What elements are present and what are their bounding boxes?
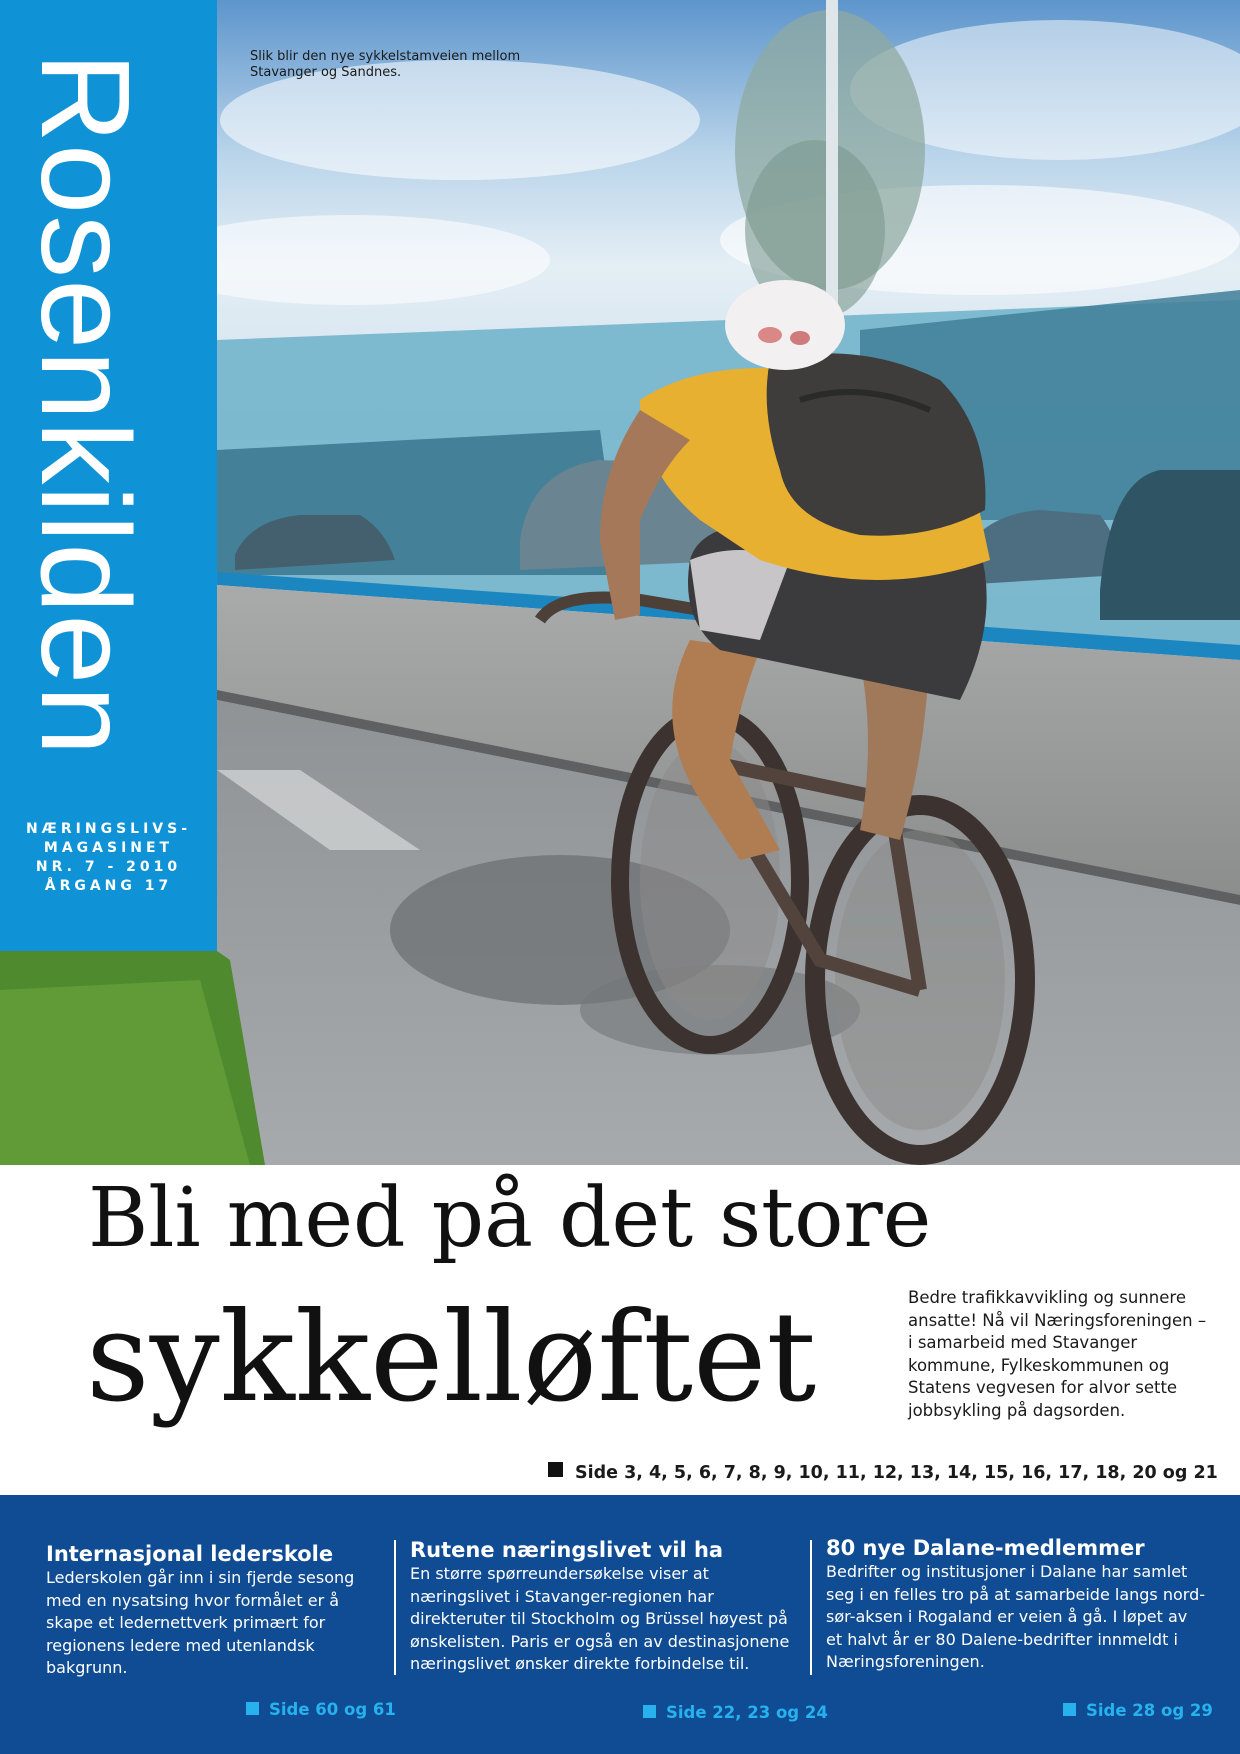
teaser-rutene [410, 1537, 810, 1676]
teaser-body: Lederskolen går inn i sin fjerde sesong med en nysatsing hvor formålet er å skape et ledernettverk primært for regionens ledere med utenlandsk bakgrunn. [46, 1568, 355, 1677]
teaser-lederskole [46, 1541, 376, 1680]
teaser-pages: Side 60 og 61 [269, 1700, 396, 1719]
teaser-title: Internasjonal lederskole [46, 1542, 334, 1566]
masthead [0, 0, 217, 951]
cover-caption: Slik blir den nye sykkelstamveien mellom Stavanger og Sandnes. [250, 49, 521, 80]
magazine-logo: Rosenkilden [15, 52, 156, 757]
issue-info [0, 820, 217, 896]
square-bullet-icon [1063, 1703, 1076, 1716]
main-story-pages: Side 3, 4, 5, 6, 7, 8, 9, 10, 11, 12, 13, 14, 15, 16, 17, 18, 20 og 21 [575, 1463, 1218, 1483]
teaser-body: En større spørreundersøkelse viser at næringslivet i Stavanger-regionen har direkteruter til Stockholm og Brüssel høyest på ønskelisten. Paris er også en av destinasjonene næringslivet ønsker direkte forbindelse til. [410, 1564, 790, 1673]
tagline-line-2: MAGASINET [43, 840, 174, 856]
issue-number: NR. 7 - 2010 [35, 859, 182, 875]
tagline-line-1: NÆRINGSLIVS- [25, 821, 192, 837]
teaser-body: Bedrifter og institusjoner i Dalane har samlet seg i en felles tro på at samarbeide langs nord-sør-aksen i Rogaland er veien å gå. I løpet av et halvt år er 80 Dalene-bedrifter innmeldt i Næringsforeningen. [826, 1562, 1206, 1671]
main-story-page-reference [548, 1462, 1218, 1483]
square-bullet-icon [548, 1462, 563, 1477]
teaser-pages: Side 22, 23 og 24 [666, 1703, 828, 1722]
headline-line-2: sykkelløftet [86, 1286, 817, 1430]
teaser-title: 80 nye Dalane-medlemmer [826, 1536, 1145, 1560]
square-bullet-icon [643, 1705, 656, 1718]
headline-line-1: Bli med på det store [88, 1171, 932, 1266]
teaser-3-page-reference [1063, 1701, 1213, 1720]
teaser-title: Rutene næringslivet vil ha [410, 1538, 724, 1562]
volume-number: ÅRGANG 17 [44, 878, 173, 894]
teaser-dalane [826, 1535, 1206, 1674]
lead-paragraph: Bedre trafikkavvikling og sunnere ansatte! Nå vil Næringsforeningen – i samarbeid med Stavanger kommune, Fylkeskommunen og Statens vegvesen for alvor sette jobbsykling på dagsorden. [908, 1288, 1207, 1420]
column-divider [394, 1540, 396, 1675]
teaser-pages: Side 28 og 29 [1086, 1701, 1213, 1720]
teaser-2-page-reference [643, 1703, 828, 1722]
column-divider [810, 1540, 812, 1675]
square-bullet-icon [246, 1702, 259, 1715]
teaser-1-page-reference [246, 1700, 396, 1719]
